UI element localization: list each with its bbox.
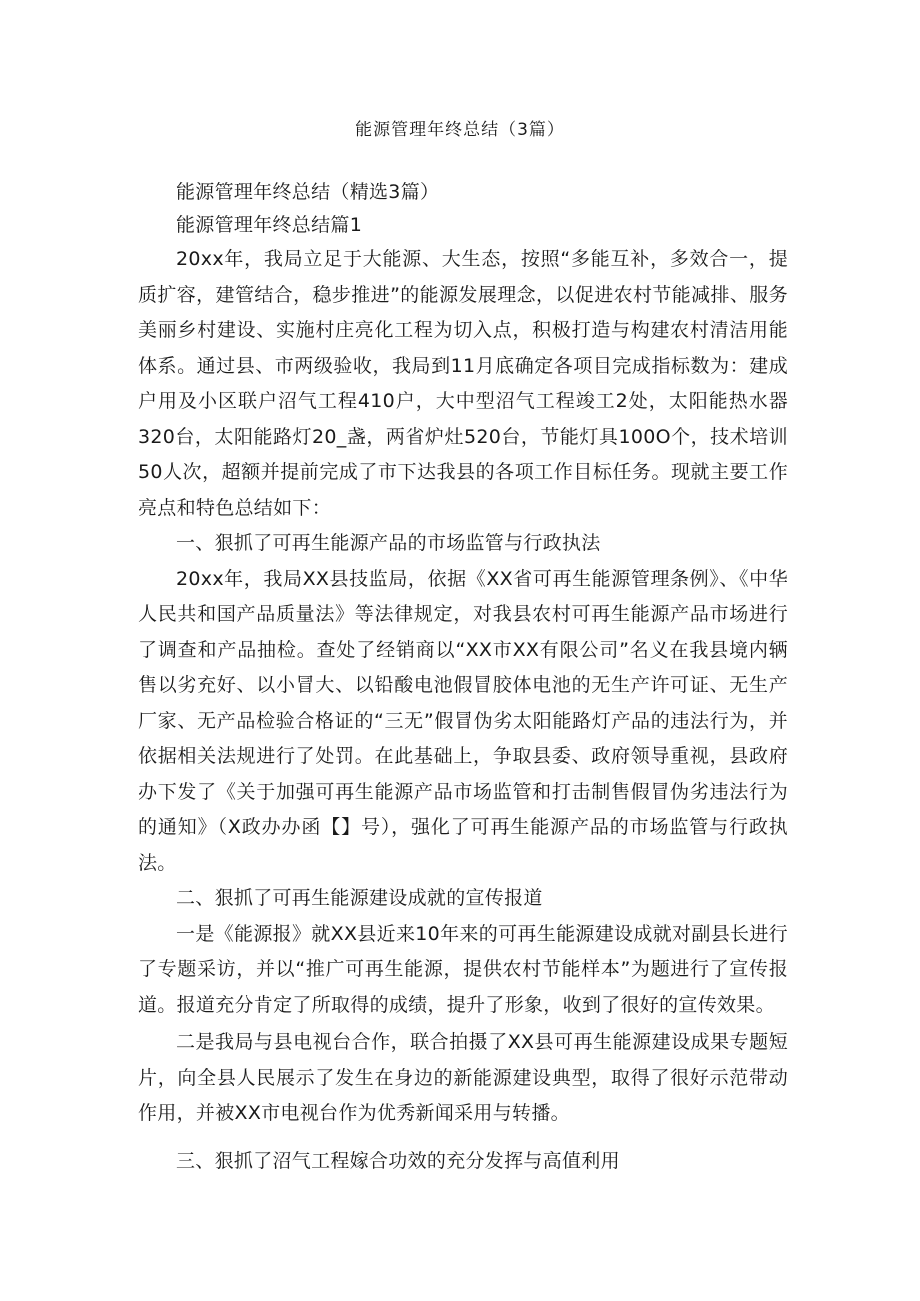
paragraph-heading-three: 三、狠抓了沼气工程嫁合功效的充分发挥与高值利用 bbox=[176, 1149, 620, 1172]
paragraph-heading-two: 二、狠抓了可再生能源建设成就的宣传报道 bbox=[176, 887, 543, 909]
document-title: 能源管理年终总结（3篇） bbox=[355, 120, 565, 140]
paragraph-subtitle: 能源管理年终总结（精选3篇） bbox=[176, 181, 440, 203]
paragraph-publicity-two: 二是我局与县电视台合作，联合拍摄了XX县可再生能源建设成果专题短片，向全县人民展示了发生在身边的新能源建设典型，取得了很好示范带动作用，并被XX市电视台作为优秀新闻采用与转播。 bbox=[138, 1031, 788, 1124]
paragraph-market-supervision: 20xx年，我局XX县技监局，依据《XX省可再生能源管理条例》、《中华人民共和国产品质量法》等法律规定，对我县农村可再生能源产品市场进行了调查和产品抽检。查处了经销商以“XX市XX有限公司”名义在我县境内辆售以劣充好、以小冒大、以铅酸电池假冒胶体电池的无生产许可证、无生产厂家、无产品检验合格证的“三无”假冒伪劣太阳能路灯产品的违法行为，并依据相关法规进行了处罚。在此基础上，争取县委、政府领导重视，县政府办下发了《关于加强可再生能源产品市场监管和打击制售假冒伪劣违法行为的通知》（X政办办函【】号），强化了可再生能源产品的市场监管与行政执法。 bbox=[138, 567, 788, 874]
paragraph-publicity-one: 一是《能源报》就XX县近来10年来的可再生能源建设成就对副县长进行了专题采访，并以“推广可再生能源，提供农村节能样本”为题进行了宣传报道。报道充分肯定了所取得的成绩，提升了形象，收到了很好的宣传效果。 bbox=[138, 922, 788, 1016]
paragraph-heading-one: 一、狠抓了可再生能源产品的市场监管与行政执法 bbox=[176, 532, 601, 554]
paragraph-intro: 20xx年，我局立足于大能源、大生态，按照“多能互补，多效合一，提质扩容，建管结合，稳步推进”的能源发展理念，以促进农村节能减排、服务美丽乡村建设、实施村庄亮化工程为切入点，积极打造与构建农村清洁用能体系。通过县、市两级验收，我局到11月底确定各项目完成指标数为：建成户用及小区联户沼气工程410户，大中型沼气工程竣工2处，太阳能热水器320台，太阳能路灯20_盏，两省炉灶520台，节能灯具100O个，技术培训50人次，超额并提前完成了市下达我县的各项工作目标任务。现就主要工作亮点和特色总结如下： bbox=[138, 248, 788, 519]
document-body bbox=[138, 176, 788, 1179]
paragraph-section-heading: 能源管理年终总结篇1 bbox=[176, 214, 363, 236]
